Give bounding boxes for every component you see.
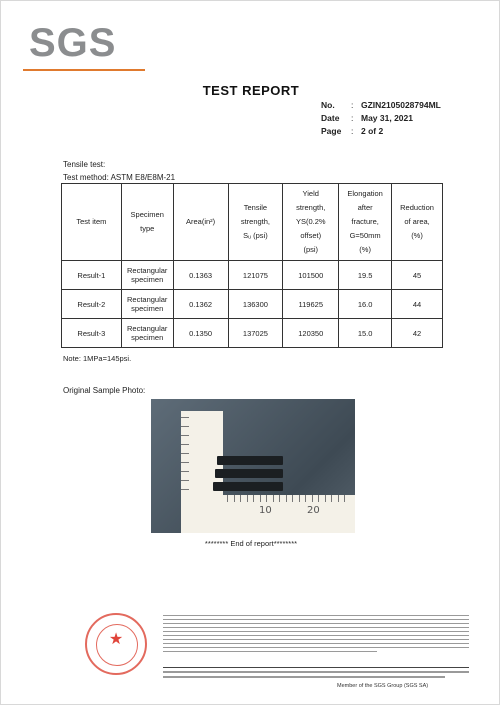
table-cell: Result-2: [62, 290, 122, 319]
table-cell: 136300: [228, 290, 283, 319]
column-header: [173, 184, 228, 261]
column-header-line: Area(in²): [186, 217, 216, 226]
table-cell: 119625: [283, 290, 339, 319]
ruler-tick: [325, 495, 326, 502]
table-cell: 0.1363: [173, 261, 228, 290]
table-header-row: [62, 184, 443, 261]
table-cell: 121075: [228, 261, 283, 290]
report-number-value: GZIN2105028794ML: [361, 100, 441, 110]
ruler-tick: [181, 426, 189, 427]
logo-underline: [23, 69, 145, 71]
column-header-line: (%): [411, 231, 423, 240]
address-block: [163, 667, 469, 678]
table-cell: 44: [392, 290, 443, 319]
table-cell: Rectangular specimen: [121, 290, 173, 319]
table-cell: 0.1362: [173, 290, 228, 319]
ruler-tick: [181, 453, 189, 454]
table-cell: Result-3: [62, 319, 122, 348]
logo-text: SGS: [29, 21, 117, 65]
column-header-line: Elongation: [347, 189, 383, 198]
ruler-tick: [253, 495, 254, 502]
table-cell: 137025: [228, 319, 283, 348]
column-header: [283, 184, 339, 261]
terms-fine-print: [163, 615, 469, 655]
sgs-logo: [29, 23, 116, 63]
column-header-line: (%): [359, 245, 371, 254]
ruler-tick: [260, 495, 261, 502]
column-header-line: Specimen: [130, 210, 164, 219]
photo-label: Original Sample Photo:: [63, 386, 146, 395]
ruler-tick: [181, 480, 189, 481]
report-title: TEST REPORT: [202, 83, 300, 98]
table-cell: 15.0: [339, 319, 392, 348]
ruler-tick: [338, 495, 339, 502]
ruler-tick: [318, 495, 319, 502]
report-number-label: No.: [321, 100, 335, 110]
report-date-label: Date: [321, 113, 340, 123]
ruler-tick: [181, 435, 189, 436]
column-header-line: strength,: [296, 203, 326, 212]
column-header: [121, 184, 173, 261]
end-of-report: ******** End of report********: [204, 539, 298, 548]
column-header-line: Sᵤ (psi): [243, 231, 268, 240]
table-row: [62, 261, 443, 290]
ruler-tick: [331, 495, 332, 502]
column-header-line: YS(0.2%: [295, 217, 326, 226]
ruler-tick: [279, 495, 280, 502]
ruler-tick: [247, 495, 248, 502]
unit-note: Note: 1MPa=145psi.: [63, 354, 132, 363]
report-page-row: [321, 125, 441, 138]
ruler-tick: [227, 495, 228, 502]
specimen-bar-1: [217, 456, 283, 465]
ruler-tick: [305, 495, 306, 502]
section-test-method: Test method: ASTM E8/E8M-21: [63, 173, 176, 182]
ruler-number-10: 10: [259, 505, 272, 516]
company-seal: [85, 613, 147, 675]
report-date-row: [321, 112, 441, 125]
ruler-tick: [234, 495, 235, 502]
ruler-tick: [181, 462, 189, 463]
column-header: [228, 184, 283, 261]
meta-separator: :: [351, 126, 354, 136]
table-row: [62, 319, 443, 348]
meta-separator: :: [351, 100, 354, 110]
column-header: [339, 184, 392, 261]
table-cell: 19.5: [339, 261, 392, 290]
table-cell: 45: [392, 261, 443, 290]
column-header-line: G=50mm: [349, 231, 381, 240]
specimen-bar-3: [213, 482, 283, 491]
meta-separator: :: [351, 113, 354, 123]
results-table: [61, 183, 443, 348]
ruler-tick: [273, 495, 274, 502]
section-tensile-test: Tensile test:: [63, 160, 106, 169]
table-body: [62, 261, 443, 348]
table-cell: 120350: [283, 319, 339, 348]
table-cell: 42: [392, 319, 443, 348]
column-header-line: fracture,: [351, 217, 379, 226]
report-page-label: Page: [321, 126, 342, 136]
ruler-tick: [344, 495, 345, 502]
report-number-row: [321, 99, 441, 112]
table-cell: 0.1350: [173, 319, 228, 348]
table-cell: 101500: [283, 261, 339, 290]
column-header-line: (psi): [303, 245, 319, 254]
ruler-tick: [292, 495, 293, 502]
column-header: [392, 184, 443, 261]
ruler-number-20: 20: [307, 505, 320, 516]
column-header-line: strength,: [240, 217, 271, 226]
seal-star-icon: ★: [108, 631, 124, 648]
table-row: [62, 290, 443, 319]
ruler-tick: [181, 444, 189, 445]
ruler-tick: [181, 417, 189, 418]
member-note: Member of the SGS Group (SGS SA): [337, 683, 429, 689]
table-cell: Rectangular specimen: [121, 319, 173, 348]
column-header: [62, 184, 122, 261]
column-header-line: Tensile: [243, 203, 268, 212]
column-header-line: type: [140, 224, 155, 233]
specimen-bar-2: [215, 469, 283, 478]
column-header-line: of area,: [404, 217, 430, 226]
report-meta: [321, 99, 441, 138]
ruler-tick: [286, 495, 287, 502]
report-page-value: 2 of 2: [361, 126, 384, 136]
ruler-tick: [266, 495, 267, 502]
table-cell: Rectangular specimen: [121, 261, 173, 290]
ruler-tick: [299, 495, 300, 502]
ruler-tick: [181, 471, 189, 472]
table-cell: Result-1: [62, 261, 122, 290]
column-header-line: Test item: [76, 217, 107, 226]
report-date-value: May 31, 2021: [361, 113, 413, 123]
column-header-line: Yield: [302, 189, 319, 198]
sample-photo: [151, 399, 355, 533]
table-cell: 16.0: [339, 290, 392, 319]
column-header-line: Reduction: [400, 203, 434, 212]
column-header-line: offset): [300, 231, 322, 240]
column-header-line: after: [357, 203, 373, 212]
ruler-tick: [181, 489, 189, 490]
ruler-tick: [312, 495, 313, 502]
ruler-tick: [240, 495, 241, 502]
